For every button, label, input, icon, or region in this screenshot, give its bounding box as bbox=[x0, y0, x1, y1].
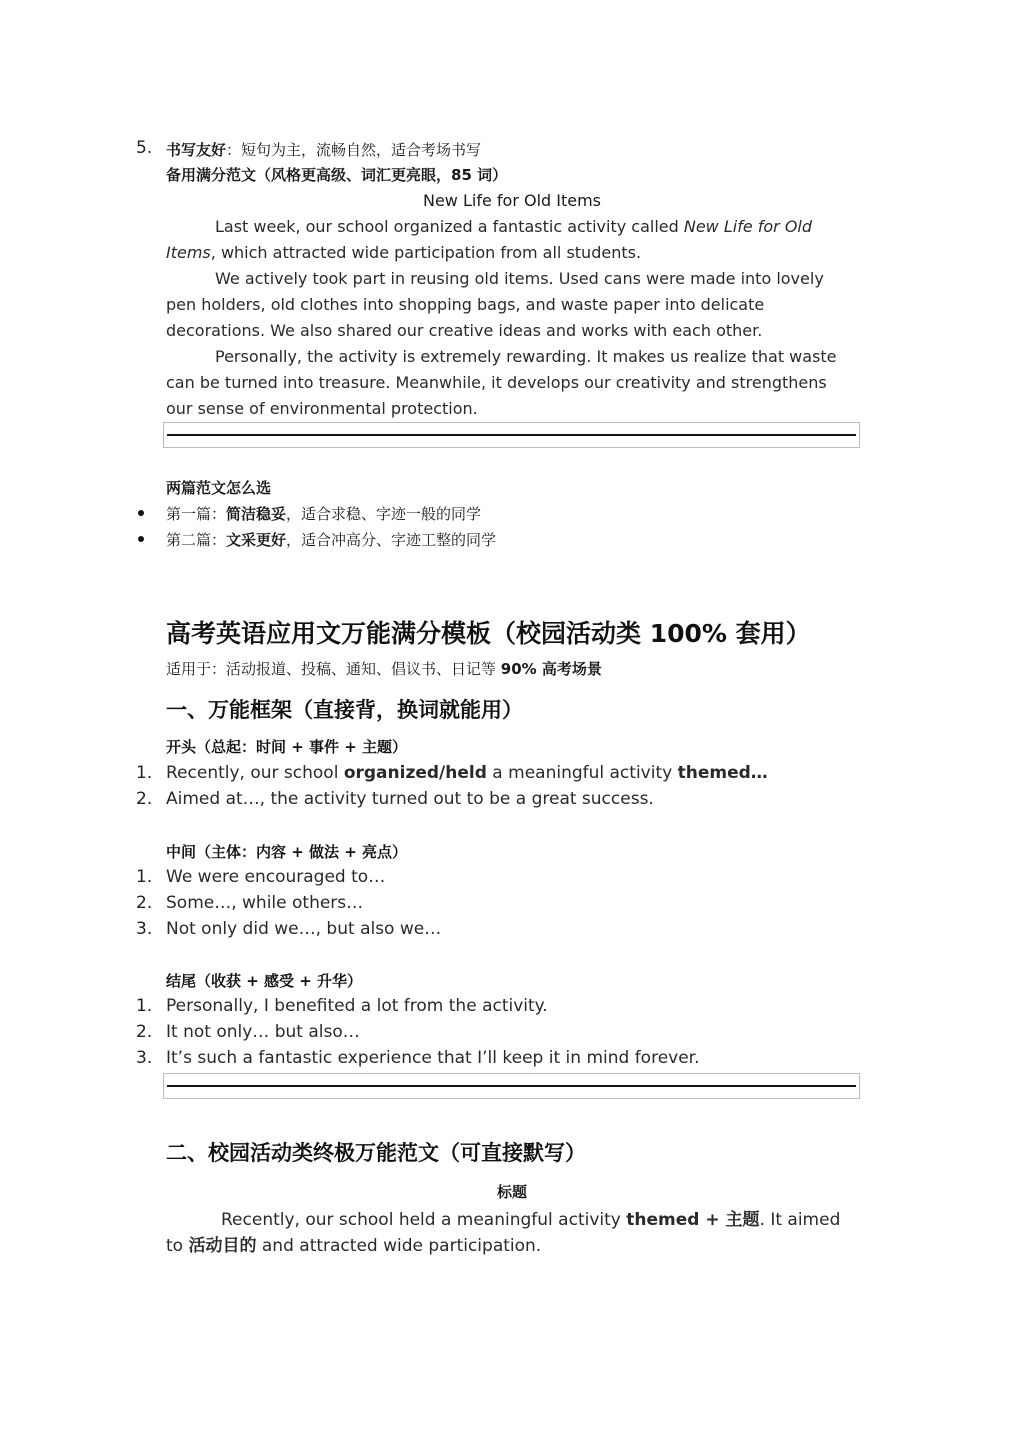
frame-title: 一、万能框架（直接背，换词就能用） bbox=[166, 698, 523, 722]
p1-text-a: Last week, our school organized a fantastic activity called bbox=[215, 217, 684, 236]
list-number: 2. bbox=[136, 1022, 153, 1042]
essay2-section-title: 二、校园活动类终极万能范文（可直接默写） bbox=[166, 1141, 586, 1165]
essay2-line-2 bbox=[166, 1231, 541, 1256]
item-five bbox=[166, 138, 481, 162]
applies-bold: 90% 高考场景 bbox=[500, 660, 602, 678]
backup-essay-title: 备用满分范文（风格更高级、词汇更亮眼，85 词） bbox=[166, 166, 508, 184]
opening-item-2: Aimed at…, the activity turned out to be a great success. bbox=[166, 789, 654, 809]
text: Recently, our school held a meaningful activity bbox=[221, 1210, 627, 1230]
choose-bullet-1 bbox=[166, 502, 481, 526]
applies-line bbox=[166, 657, 602, 681]
middle-item-3: Not only did we…, but also we… bbox=[166, 919, 442, 939]
middle-item-2: Some…, while others… bbox=[166, 893, 364, 913]
text-bold: themed… bbox=[677, 763, 768, 783]
separator-bar-1 bbox=[163, 422, 860, 448]
text: and attracted wide participation. bbox=[256, 1236, 542, 1256]
list-number: 3. bbox=[136, 1048, 153, 1068]
text-bold: organized/held bbox=[343, 763, 487, 783]
opening-item-1 bbox=[166, 763, 768, 783]
essay2-center-title: 标题 bbox=[496, 1183, 527, 1201]
list-number: 1. bbox=[136, 763, 153, 783]
item-five-bold: 书写友好 bbox=[166, 141, 227, 159]
text: . It aimed bbox=[759, 1210, 841, 1230]
essay2-line-1 bbox=[221, 1205, 840, 1230]
bullet-prefix: 第一篇： bbox=[166, 505, 227, 523]
choose-title: 两篇范文怎么选 bbox=[166, 479, 272, 497]
bullet-prefix: 第二篇： bbox=[166, 531, 227, 549]
applies-prefix: 适用于：活动报道、投稿、通知、倡议书、日记等 bbox=[166, 660, 501, 678]
p1-italic: New Life for Old Items bbox=[166, 217, 813, 262]
choose-bullet-2 bbox=[166, 528, 496, 552]
list-number: 5. bbox=[136, 138, 153, 158]
list-number: 1. bbox=[136, 867, 153, 887]
essay-paragraph-1 bbox=[166, 214, 858, 266]
bullet-rest: ，适合冲高分、字迹工整的同学 bbox=[286, 531, 497, 549]
list-number: 3. bbox=[136, 919, 153, 939]
text: Recently, our school bbox=[166, 763, 344, 783]
essay-paragraph-2: We actively took part in reusing old items. Used cans were made into lovely pen holders, old clothes into shopping bags, and waste paper into delicate decorations. We also shared our creative ideas and works with each other. bbox=[166, 269, 824, 340]
ending-item-2: It not only… but also… bbox=[166, 1022, 360, 1042]
essay-title: New Life for Old Items bbox=[422, 191, 602, 210]
bullet-bold: 文采更好 bbox=[226, 531, 287, 549]
text: to bbox=[166, 1236, 189, 1256]
middle-title: 中间（主体：内容 + 做法 + 亮点） bbox=[166, 843, 408, 861]
essay-paragraph-3: Personally, the activity is extremely rewarding. It makes us realize that waste can be turned into treasure. Meanwhile, it develops our creativity and strengthens our sense of environmental protection. bbox=[166, 347, 837, 418]
text-bold: 活动目的 bbox=[188, 1236, 257, 1256]
list-number: 2. bbox=[136, 789, 153, 809]
list-number: 1. bbox=[136, 996, 153, 1016]
bullet-rest: ，适合求稳、字迹一般的同学 bbox=[286, 505, 482, 523]
bullet-dot bbox=[138, 510, 144, 516]
ending-item-3: It’s such a fantastic experience that I’ll keep it in mind forever. bbox=[166, 1048, 700, 1068]
item-five-rest: ：短句为主，流畅自然，适合考场书写 bbox=[226, 141, 482, 159]
text: a meaningful activity bbox=[486, 763, 678, 783]
text-bold: themed + 主题 bbox=[626, 1210, 760, 1230]
separator-bar-2 bbox=[163, 1073, 860, 1099]
ending-item-1: Personally, I benefited a lot from the activity. bbox=[166, 996, 548, 1016]
opening-title: 开头（总起：时间 + 事件 + 主题） bbox=[166, 738, 408, 756]
middle-item-1: We were encouraged to… bbox=[166, 867, 386, 887]
bullet-bold: 简洁稳妥 bbox=[226, 505, 287, 523]
bullet-dot bbox=[138, 536, 144, 542]
template-title: 高考英语应用文万能满分模板（校园活动类 100% 套用） bbox=[166, 619, 811, 648]
ending-title: 结尾（收获 + 感受 + 升华） bbox=[166, 972, 363, 990]
list-number: 2. bbox=[136, 893, 153, 913]
p1-text-b: , which attracted wide participation from all students. bbox=[210, 243, 642, 262]
